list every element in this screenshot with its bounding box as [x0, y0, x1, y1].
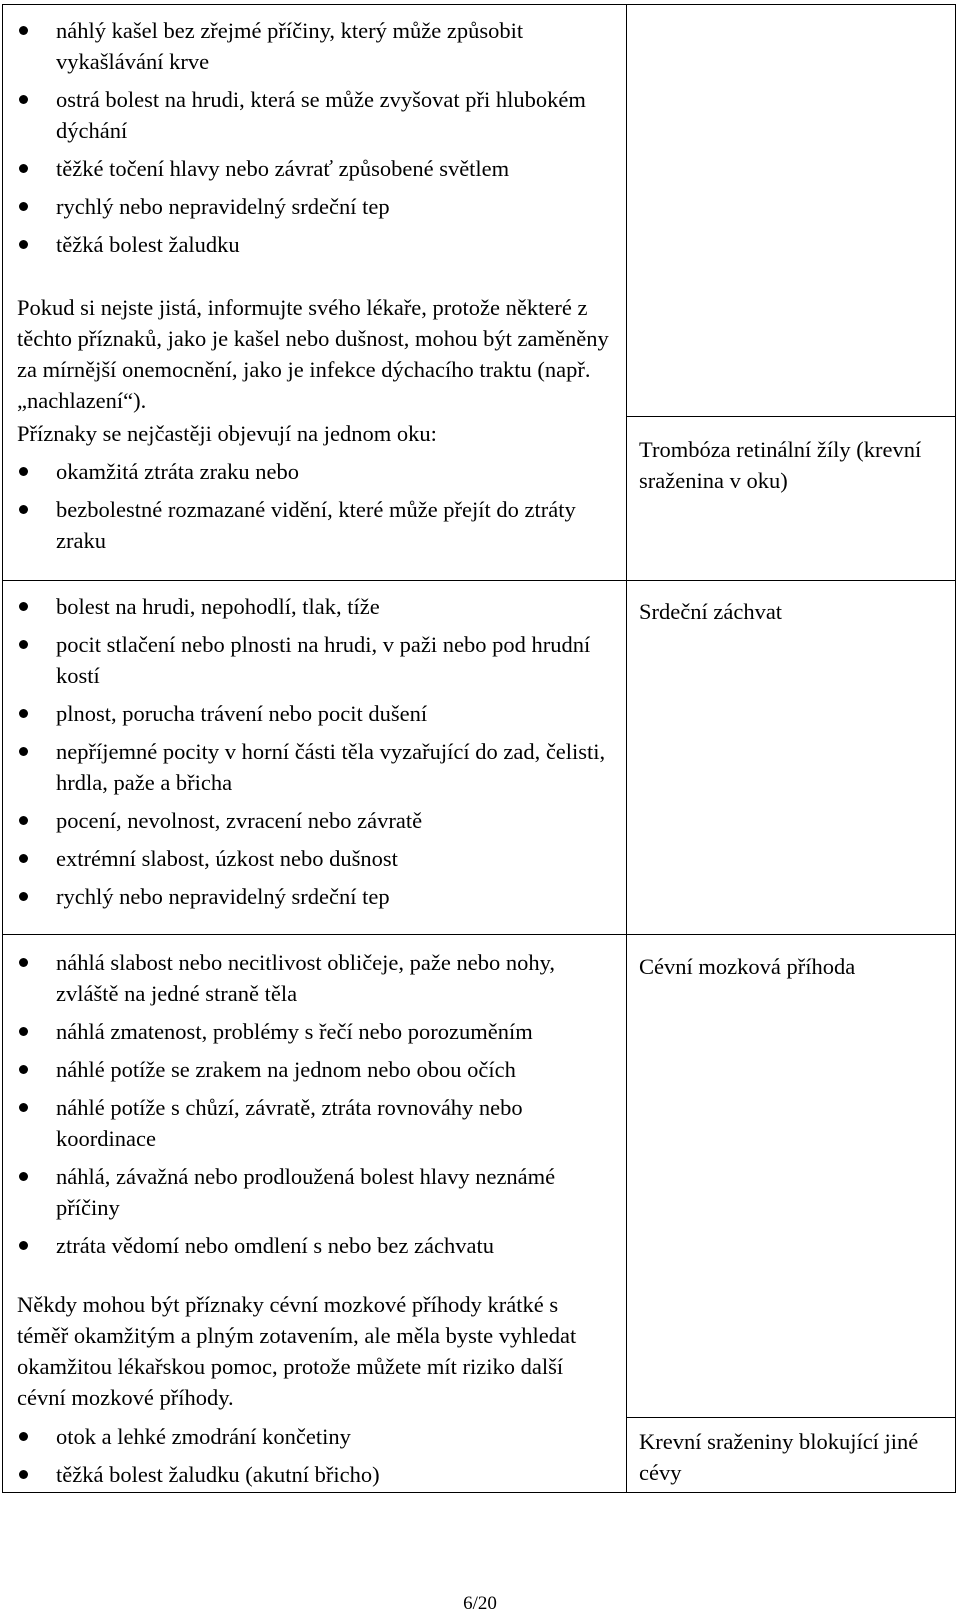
bullet-icon — [19, 1241, 28, 1250]
bullet-icon — [19, 1027, 28, 1036]
condition-cell — [627, 416, 956, 581]
symptom-list — [17, 456, 612, 556]
list-item: plnost, porucha trávení nebo pocit dušení — [17, 698, 612, 729]
list-item: ostrá bolest na hrudi, která se může zvyšovat při hlubokém dýchání — [17, 84, 612, 146]
list-item: rychlý nebo nepravidelný srdeční tep — [17, 881, 612, 912]
table-row — [3, 1417, 956, 1493]
list-item: náhlá, závažná nebo prodloužená bolest hlavy neznámé příčiny — [17, 1161, 612, 1223]
bullet-icon — [19, 1470, 28, 1479]
list-item: bezbolestné rozmazané vidění, které může přejít do ztráty zraku — [17, 494, 612, 556]
list-item: náhlý kašel bez zřejmé příčiny, který může způsobit vykašlávání krve — [17, 15, 612, 77]
bullet-icon — [19, 505, 28, 514]
bullet-icon — [19, 640, 28, 649]
page-number: 6/20 — [463, 1593, 497, 1614]
note-paragraph: Pokud si nejste jistá, informujte svého lékaře, protože některé z těchto příznaků, jako je kašel nebo dušnost, mohou být zaměněny za mírnější onemocnění, jako je infekce dýchacího traktu (např. „nachlazení“). — [17, 295, 609, 413]
list-item: těžká bolest žaludku — [17, 229, 612, 260]
bullet-icon — [19, 816, 28, 825]
list-item: ztráta vědomí nebo omdlení s nebo bez záchvatu — [17, 1230, 612, 1261]
bullet-icon — [19, 467, 28, 476]
list-item: těžké točení hlavy nebo závrať způsobené světlem — [17, 153, 612, 184]
bullet-icon — [19, 95, 28, 104]
note-paragraph: Někdy mohou být příznaky cévní mozkové příhody krátké s téměř okamžitým a plným zotavením, ale měla byste vyhledat okamžitou lékařskou pomoc, protože můžete mít riziko další cévní mozkové příhody. — [17, 1292, 577, 1410]
list-item: náhlé potíže se zrakem na jednom nebo obou očích — [17, 1054, 612, 1085]
list-item: extrémní slabost, úzkost nebo dušnost — [17, 843, 612, 874]
bullet-icon — [19, 709, 28, 718]
list-item: pocit stlačení nebo plnosti na hrudi, v paži nebo pod hrudní kostí — [17, 629, 612, 691]
symptoms-table — [2, 4, 956, 1493]
bullet-icon — [19, 1432, 28, 1441]
table-row — [3, 416, 956, 581]
condition-label: Srdeční záchvat — [639, 599, 783, 624]
symptom-list — [17, 15, 612, 260]
table-row — [3, 935, 956, 1418]
symptom-list — [17, 947, 612, 1261]
table-row — [3, 5, 956, 417]
list-item: náhlá slabost nebo necitlivost obličeje, paže nebo nohy, zvláště na jedné straně těla — [17, 947, 612, 1009]
bullet-icon — [19, 1065, 28, 1074]
list-item: náhlé potíže s chůzí, závratě, ztráta rovnováhy nebo koordinace — [17, 1092, 612, 1154]
list-item: pocení, nevolnost, zvracení nebo závratě — [17, 805, 612, 836]
bullet-icon — [19, 958, 28, 967]
condition-cell — [627, 5, 956, 417]
condition-label: Trombóza retinální žíly (krevní sraženina v oku) — [639, 436, 922, 493]
list-item: otok a lehké zmodrání končetiny — [17, 1421, 612, 1452]
table-row — [3, 581, 956, 935]
bullet-icon — [19, 26, 28, 35]
list-item: bolest na hrudi, nepohodlí, tlak, tíže — [17, 591, 612, 622]
symptoms-cell — [3, 581, 627, 935]
bullet-icon — [19, 1103, 28, 1112]
list-item: rychlý nebo nepravidelný srdeční tep — [17, 191, 612, 222]
symptoms-cell — [3, 416, 627, 581]
bullet-icon — [19, 747, 28, 756]
bullet-icon — [19, 202, 28, 211]
symptom-list — [17, 1421, 612, 1490]
condition-label: Cévní mozková příhoda — [639, 954, 856, 979]
bullet-icon — [19, 240, 28, 249]
condition-cell — [627, 581, 956, 935]
bullet-icon — [19, 1172, 28, 1181]
list-item: okamžitá ztráta zraku nebo — [17, 456, 612, 487]
list-item: náhlá zmatenost, problémy s řečí nebo porozuměním — [17, 1016, 612, 1047]
list-item: těžká bolest žaludku (akutní břicho) — [17, 1459, 612, 1490]
bullet-icon — [19, 892, 28, 901]
symptoms-cell — [3, 935, 627, 1418]
list-item: nepříjemné pocity v horní části těla vyzařující do zad, čelisti, hrdla, paže a břicha — [17, 736, 612, 798]
bullet-icon — [19, 602, 28, 611]
bullet-icon — [19, 854, 28, 863]
condition-cell — [627, 1417, 956, 1493]
symptoms-cell — [3, 1417, 627, 1493]
symptoms-cell — [3, 5, 627, 417]
intro-paragraph: Příznaky se nejčastěji objevují na jednom oku: — [17, 421, 437, 446]
condition-cell — [627, 935, 956, 1418]
symptom-list — [17, 591, 612, 912]
condition-label: Krevní sraženiny blokující jiné cévy — [639, 1428, 919, 1485]
bullet-icon — [19, 164, 28, 173]
